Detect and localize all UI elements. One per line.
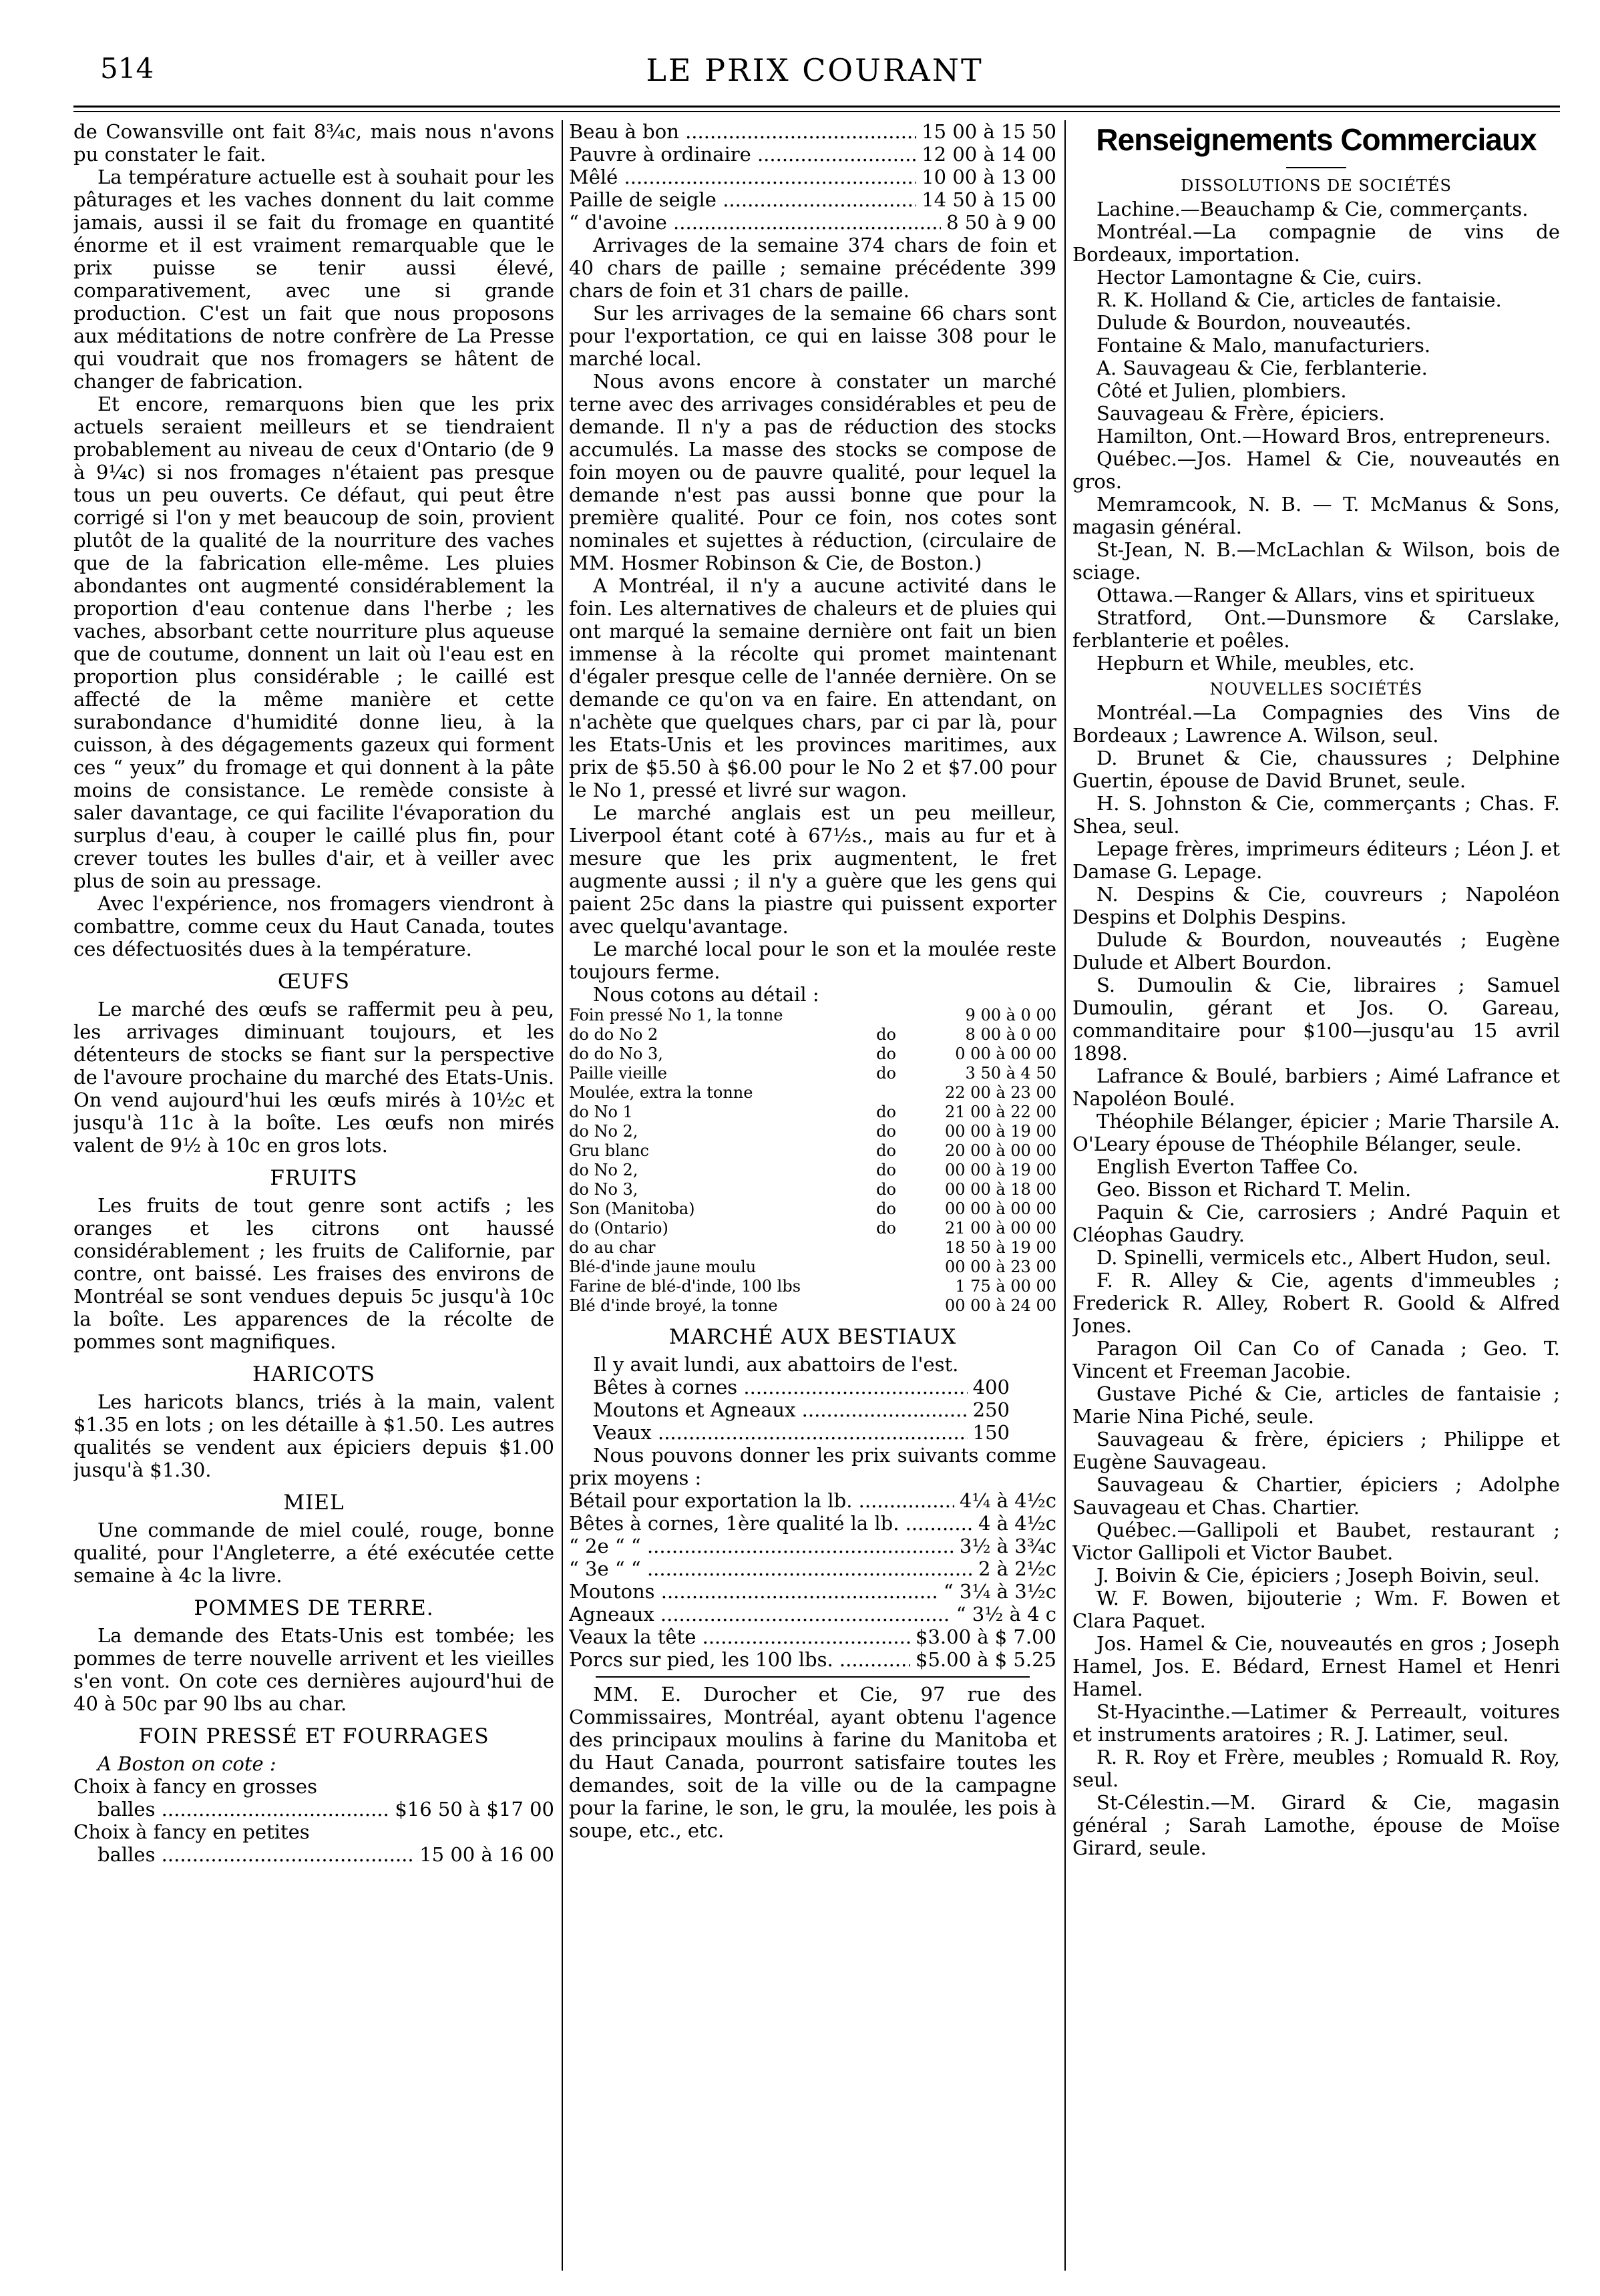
table-row bbox=[569, 1180, 1056, 1199]
list-item: D. Brunet & Cie, chaussures ; Delphine Guertin, épouse de David Brunet, seule. bbox=[1072, 747, 1560, 792]
list-item: S. Dumoulin & Cie, libraires ; Samuel Dumoulin, gérant et Jos. O. Gareau, commanditaire pour $100—jusqu'au 15 avril 1898. bbox=[1072, 974, 1560, 1065]
count-line bbox=[593, 1376, 1010, 1398]
paragraph: Et encore, remarquons bien que les prix actuels seraient meilleurs et se tiendraient probablement au niveau de ceux d'Ontario (de 9 à 9¼c) si nos fromages n'étaient pas presque tous un peu ouverts. Ce défaut, qui peut être corrigé si l'on y met beaucoup de soin, provient plutôt de la qualité de la nourriture des vaches que de la fabrication elle-même. Les pluies abondantes ont augmenté considérablement la proportion d'eau contenue dans l'herbe ; les vaches, absorbant cette nourriture plus aqueuse que de coutume, donnent un lait où l'eau est en proportion plus considérable ; le caillé est affecté de la même manière et cette surabondance d'humidité donne lieu, à la cuisson, à des dégagements gazeux qui forment ces “ yeux” du fromage et qui donnent à la pâte moins de consistance. Le remède consiste à saler davantage, ce qui facilite l'évaporation du surplus d'eau, à couper le caillé plus fin, pour crever toutes les bulles d'air, et à veiller avec plus de soin au pressage. bbox=[73, 393, 554, 892]
paragraph: Le marché local pour le son et la moulée reste toujours ferme. bbox=[569, 938, 1056, 983]
list-item: F. R. Alley & Cie, agents d'immeubles ; Frederick R. Alley, Robert R. Goold & Alfred Jones. bbox=[1072, 1269, 1560, 1337]
price-line bbox=[569, 1557, 1056, 1580]
table-cell: Blé d'inde broyé, la tonne bbox=[569, 1296, 778, 1315]
list-item: Lepage frères, imprimeurs éditeurs ; Léon J. et Damase G. Lepage. bbox=[1072, 837, 1560, 883]
price-value: “ 3¼ à 3½c bbox=[943, 1580, 1056, 1603]
header-rule bbox=[73, 106, 1560, 108]
column-middle bbox=[569, 120, 1056, 2277]
table-cell: 18 50 à 19 00 bbox=[945, 1238, 1056, 1257]
list-item: Dulude & Bourdon, nouveautés ; Eugène Dulude et Albert Bourdon. bbox=[1072, 928, 1560, 974]
price-line bbox=[569, 1648, 1056, 1671]
price-label: Porcs sur pied, les 100 lbs. ..... bbox=[569, 1648, 910, 1671]
paragraph: Le marché anglais est un peu meilleur, Liverpool étant coté à 67½s., mais au fur et à mesure que les prix augmentent, le fret augmente aussi ; il n'y a guère que les gens qui paient 25c dans la piastre qui puissent exporter avec quelqu'avantage. bbox=[569, 801, 1056, 938]
list-item: D. Spinelli, vermicels etc., Albert Hudon, seul. bbox=[1096, 1246, 1552, 1269]
list-item: St-Célestin.—M. Girard & Cie, magasin général ; Sarah Lamothe, épouse de Moïse Girard, seule. bbox=[1072, 1791, 1560, 1859]
advertisement-paragraph: MM. E. Durocher et Cie, 97 rue des Commissaires, Montréal, ayant obtenu l'agence des principaux moulins à farine du Manitoba et du Haut Canada, pourront satisfaire toutes les demandes, soit de la ville ou de la campagne pour la farine, le son, le gru, la moulée, les pois à soupe, etc., etc. bbox=[569, 1683, 1056, 1842]
table-cell: do do No 3, bbox=[569, 1044, 663, 1063]
list-item: Théophile Bélanger, épicier ; Marie Tharsile A. O'Leary épouse de Théophile Bélanger, seule. bbox=[1072, 1110, 1560, 1155]
list-item: Québec.—Gallipoli et Baubet, restaurant ; Victor Gallipoli et Victor Baubet. bbox=[1072, 1519, 1560, 1564]
list-item: R. R. Roy et Frère, meubles ; Romuald R. Roy, seul. bbox=[1072, 1746, 1560, 1791]
table-row bbox=[569, 1296, 1056, 1316]
price-label: “ 2e “ “ ..... bbox=[569, 1535, 954, 1557]
table-cell: do bbox=[876, 1103, 896, 1121]
count-line bbox=[593, 1421, 1010, 1444]
table-cell: do bbox=[876, 1199, 896, 1218]
table-cell bbox=[849, 1083, 923, 1103]
price-line bbox=[569, 120, 1056, 143]
paragraph: Sur les arrivages de la semaine 66 chars sont pour l'exportation, ce qui en laisse 308 pour le marché local. bbox=[569, 302, 1056, 370]
section-heading-fruits: FRUITS bbox=[270, 1166, 358, 1190]
price-line bbox=[73, 1798, 554, 1821]
table-cell: 9 00 à 0 00 bbox=[965, 1006, 1056, 1024]
table-row bbox=[569, 1025, 1056, 1044]
list-item: H. S. Johnston & Cie, commerçants ; Chas. F. Shea, seul. bbox=[1072, 792, 1560, 837]
list-item: Dulude & Bourdon, nouveautés. bbox=[1096, 311, 1412, 334]
paragraph: La demande des Etats-Unis est tombée; les pommes de terre nouvelle arrivent et les vieilles s'en vont. On cote ces dernières aujourd'hui de 40 à 50c par 90 lbs au char. bbox=[73, 1624, 554, 1715]
paragraph: Les haricots blancs, triés à la main, valent $1.35 en lots ; on les détaille à $1.50. Les autres qualités se vendent aux épiciers depuis $1.00 jusqu'à $1.30. bbox=[73, 1390, 554, 1481]
column-right bbox=[1072, 120, 1560, 2277]
list-item: Sauvageau & Frère, épiciers. bbox=[1096, 402, 1385, 425]
paragraph: Avec l'expérience, nos fromagers viendront à combattre, comme ceux du Haut Canada, toutes ces défectuosités dues à la température. bbox=[73, 892, 554, 960]
table-row bbox=[569, 1258, 1056, 1277]
table-cell: 22 00 à 23 00 bbox=[945, 1083, 1056, 1102]
table-cell: do do No 2 bbox=[569, 1025, 658, 1044]
table-cell bbox=[849, 1238, 923, 1258]
list-item: St-Jean, N. B.—McLachlan & Wilson, bois de sciage. bbox=[1072, 538, 1560, 584]
price-label: Pauvre à ordinaire ..... bbox=[569, 143, 916, 166]
table-cell: do bbox=[876, 1025, 896, 1044]
paragraph: Les fruits de tout genre sont actifs ; les oranges et les citrons ont haussé considérablement ; les fruits de Californie, par contre, ont baissé. Les fraises des environs de Montréal se sont vendues depuis 5c jusqu'à 10c la boîte. Les apparences de la récolte de pommes sont magnifiques. bbox=[73, 1194, 554, 1353]
table-cell: Farine de blé-d'inde, 100 lbs bbox=[569, 1277, 801, 1296]
paragraph: Il y avait lundi, aux abattoirs de l'est. bbox=[593, 1353, 959, 1376]
price-label: Veaux la tête ..... bbox=[569, 1625, 910, 1648]
price-value: “ 3½ à 4 c bbox=[956, 1603, 1056, 1625]
page-header bbox=[100, 52, 1529, 92]
table-cell: 21 00 à 22 00 bbox=[945, 1103, 1056, 1121]
list-item: English Everton Taffee Co. bbox=[1096, 1155, 1359, 1178]
list-item: Geo. Bisson et Richard T. Melin. bbox=[1096, 1178, 1412, 1201]
paragraph: Arrivages de la semaine 374 chars de foin et 40 chars de paille ; semaine précédente 399 chars de foin et 31 chars de paille. bbox=[569, 234, 1056, 302]
table-row bbox=[569, 1141, 1056, 1161]
count-label: Bêtes à cornes ..... bbox=[593, 1376, 968, 1398]
price-line bbox=[569, 1625, 1056, 1648]
count-label: Veaux ..... bbox=[593, 1421, 968, 1444]
price-line bbox=[569, 1535, 1056, 1557]
price-line bbox=[569, 1512, 1056, 1535]
table-cell: 21 00 à 00 00 bbox=[945, 1219, 1056, 1237]
table-cell: 8 00 à 0 00 bbox=[965, 1025, 1056, 1044]
price-label: balles ..... bbox=[97, 1798, 389, 1821]
paragraph: Une commande de miel coulé, rouge, bonne qualité, pour l'Angleterre, a été exécutée cette semaine à 4c la livre. bbox=[73, 1519, 554, 1587]
section-heading-foin: FOIN PRESSÉ ET FOURRAGES bbox=[138, 1724, 489, 1748]
paragraph: de Cowansville ont fait 8¾c, mais nous n'avons pu constater le fait. bbox=[73, 120, 554, 166]
list-item: A. Sauvageau & Cie, ferblanterie. bbox=[1096, 357, 1428, 379]
table-cell bbox=[849, 1296, 923, 1316]
table-cell: Blé-d'inde jaune moulu bbox=[569, 1258, 757, 1276]
table-row bbox=[569, 1006, 1056, 1025]
price-label: “ d'avoine ..... bbox=[569, 211, 941, 234]
list-item: Hamilton, Ont.—Howard Bros, entrepreneurs. bbox=[1096, 425, 1551, 447]
table-cell: 20 00 à 00 00 bbox=[945, 1141, 1056, 1160]
price-line bbox=[569, 143, 1056, 166]
page-number: 514 bbox=[100, 52, 154, 85]
table-row bbox=[569, 1161, 1056, 1180]
list-item: St-Hyacinthe.—Latimer & Perreault, voitures et instruments aratoires ; R. J. Latimer, seul. bbox=[1072, 1700, 1560, 1746]
table-row bbox=[569, 1083, 1056, 1103]
table-cell: 00 00 à 24 00 bbox=[945, 1296, 1056, 1315]
list-item: Memramcook, N. B. — T. McManus & Sons, magasin général. bbox=[1072, 493, 1560, 538]
price-label: balles ..... bbox=[97, 1843, 414, 1866]
count-value: 400 bbox=[972, 1376, 1010, 1398]
list-item: Québec.—Jos. Hamel & Cie, nouveautés en gros. bbox=[1072, 447, 1560, 493]
price-label: Bêtes à cornes, 1ère qualité la lb. ..... bbox=[569, 1512, 973, 1535]
subheading-nouvelles: NOUVELLES SOCIÉTÉS bbox=[1209, 680, 1423, 699]
count-value: 150 bbox=[972, 1421, 1010, 1444]
column-divider bbox=[1064, 120, 1066, 2271]
list-item: Paragon Oil Can Co of Canada ; Geo. T. Vincent et Freeman Jacobie. bbox=[1072, 1337, 1560, 1382]
price-value: $16 50 à $17 00 bbox=[395, 1798, 554, 1821]
list-item: Gustave Piché & Cie, articles de fantaisie ; Marie Nina Piché, seule. bbox=[1072, 1382, 1560, 1428]
list-item: Ottawa.—Ranger & Allars, vins et spiritueux bbox=[1096, 584, 1535, 606]
table-cell: do No 3, bbox=[569, 1180, 638, 1199]
table-cell: do bbox=[876, 1064, 896, 1083]
price-value: 3½ à 3¾c bbox=[959, 1535, 1056, 1557]
section-title: Renseignements Commerciaux bbox=[1096, 122, 1537, 157]
table-cell: 0 00 à 00 00 bbox=[955, 1044, 1056, 1063]
price-value: $3.00 à $ 7.00 bbox=[916, 1625, 1056, 1648]
paragraph: Nous avons encore à constater un marché terne avec des arrivages considérables et peu de demande. Il n'y a pas de réduction des stocks accumulés. La masse des stocks se compose de foin moyen ou de pauvre qualité, pour lequel la demande n'est pas aussi bonne que pour la première qualité. Pour ce foin, nos cotes sont nominales et sujettes à réduction, (circulaire de MM. Hosmer Robinson & Cie, de Boston.) bbox=[569, 370, 1056, 574]
price-value: 10 00 à 13 00 bbox=[922, 166, 1056, 188]
count-value: 250 bbox=[972, 1398, 1010, 1421]
table-row bbox=[569, 1277, 1056, 1296]
list-item: N. Despins & Cie, couvreurs ; Napoléon Despins et Dolphis Despins. bbox=[1072, 883, 1560, 928]
price-line bbox=[73, 1843, 554, 1866]
table-cell: do au char bbox=[569, 1238, 656, 1257]
table-cell: do bbox=[876, 1219, 896, 1237]
list-item: Montréal.—La compagnie de vins de Bordeaux, importation. bbox=[1072, 220, 1560, 266]
table-row bbox=[569, 1064, 1056, 1083]
title-rule bbox=[1286, 167, 1346, 168]
section-heading-miel: MIEL bbox=[283, 1491, 345, 1515]
table-row bbox=[569, 1238, 1056, 1258]
table-cell: do bbox=[876, 1044, 896, 1063]
price-line bbox=[569, 166, 1056, 188]
list-item: Sauvageau & frère, épiciers ; Philippe et Eugène Sauvageau. bbox=[1072, 1428, 1560, 1473]
price-line bbox=[569, 211, 1056, 234]
section-heading-haricots: HARICOTS bbox=[252, 1362, 376, 1386]
detail-price-table bbox=[569, 1006, 1056, 1316]
section-heading-pommes: POMMES DE TERRE. bbox=[194, 1596, 434, 1620]
list-item: W. F. Bowen, bijouterie ; Wm. F. Bowen et Clara Paquet. bbox=[1072, 1587, 1560, 1632]
table-cell: 00 00 à 23 00 bbox=[945, 1258, 1056, 1276]
count-label: Moutons et Agneaux ..... bbox=[593, 1398, 968, 1421]
price-value: 4¼ à 4½c bbox=[959, 1489, 1056, 1512]
price-line-title: Choix à fancy en petites bbox=[73, 1821, 310, 1843]
section-heading-bestiaux: MARCHÉ AUX BESTIAUX bbox=[668, 1325, 957, 1349]
price-value: 4 à 4½c bbox=[978, 1512, 1056, 1535]
paragraph: Nous cotons au détail : bbox=[593, 983, 819, 1006]
paragraph: Nous pouvons donner les prix suivants comme prix moyens : bbox=[569, 1444, 1056, 1489]
table-cell bbox=[849, 1006, 923, 1025]
section-divider bbox=[596, 1676, 1030, 1678]
table-cell: do bbox=[876, 1161, 896, 1179]
header-rule-thin bbox=[73, 111, 1560, 112]
price-label: Moutons ..... bbox=[569, 1580, 938, 1603]
price-label: Agneaux ..... bbox=[569, 1603, 951, 1625]
paragraph: A Boston on cote : bbox=[97, 1752, 276, 1775]
list-item: Hector Lamontagne & Cie, cuirs. bbox=[1096, 266, 1422, 289]
subheading-dissolutions: DISSOLUTIONS DE SOCIÉTÉS bbox=[1181, 176, 1452, 195]
list-item: Côté et Julien, plombiers. bbox=[1096, 379, 1347, 402]
table-row bbox=[569, 1044, 1056, 1064]
price-label: Mêlé ..... bbox=[569, 166, 916, 188]
table-cell: 00 00 à 18 00 bbox=[945, 1180, 1056, 1199]
table-cell: do No 1 bbox=[569, 1103, 633, 1121]
table-cell: do bbox=[876, 1141, 896, 1160]
price-value: 12 00 à 14 00 bbox=[922, 143, 1056, 166]
price-line bbox=[569, 188, 1056, 211]
price-line-title: Choix à fancy en grosses bbox=[73, 1775, 317, 1798]
list-item: Stratford, Ont.—Dunsmore & Carslake, ferblanterie et poêles. bbox=[1072, 606, 1560, 652]
price-value: 8 50 à 9 00 bbox=[946, 211, 1056, 234]
table-row bbox=[569, 1219, 1056, 1238]
price-value: $5.00 à $ 5.25 bbox=[916, 1648, 1056, 1671]
list-item: J. Boivin & Cie, épiciers ; Joseph Boivin, seul. bbox=[1096, 1564, 1540, 1587]
price-line bbox=[569, 1489, 1056, 1512]
price-line bbox=[569, 1580, 1056, 1603]
price-label: “ 3e “ “ ..... bbox=[569, 1557, 973, 1580]
table-cell: Foin pressé No 1, la tonne bbox=[569, 1006, 783, 1024]
table-cell: do bbox=[876, 1122, 896, 1141]
price-value: 15 00 à 16 00 bbox=[419, 1843, 554, 1866]
table-cell: 00 00 à 00 00 bbox=[945, 1199, 1056, 1218]
price-line bbox=[569, 1603, 1056, 1625]
table-row bbox=[569, 1103, 1056, 1122]
list-item: Hepburn et While, meubles, etc. bbox=[1096, 652, 1415, 675]
table-cell: 3 50 à 4 50 bbox=[965, 1064, 1056, 1083]
table-cell: 1 75 à 00 00 bbox=[955, 1277, 1056, 1296]
table-cell: 00 00 à 19 00 bbox=[945, 1161, 1056, 1179]
table-cell: do No 2, bbox=[569, 1161, 638, 1179]
list-item: Montréal.—La Compagnies des Vins de Bordeaux ; Lawrence A. Wilson, seul. bbox=[1072, 701, 1560, 747]
table-cell: do bbox=[876, 1180, 896, 1199]
price-label: Bétail pour exportation la lb. ..... bbox=[569, 1489, 954, 1512]
price-value: 2 à 2½c bbox=[978, 1557, 1056, 1580]
price-value: 15 00 à 15 50 bbox=[922, 120, 1056, 143]
count-line bbox=[593, 1398, 1010, 1421]
table-cell: Paille vieille bbox=[569, 1064, 667, 1083]
column-left bbox=[73, 120, 554, 2277]
section-heading-oeufs: ŒUFS bbox=[277, 970, 351, 994]
table-cell bbox=[849, 1258, 923, 1277]
table-cell bbox=[849, 1277, 923, 1296]
column-divider bbox=[562, 120, 563, 2271]
price-label: Paille de seigle ..... bbox=[569, 188, 916, 211]
list-item: Sauvageau & Chartier, épiciers ; Adolphe Sauvageau et Chas. Chartier. bbox=[1072, 1473, 1560, 1519]
table-cell: do No 2, bbox=[569, 1122, 638, 1141]
list-item: R. K. Holland & Cie, articles de fantaisie. bbox=[1096, 289, 1502, 311]
price-value: 14 50 à 15 00 bbox=[922, 188, 1056, 211]
table-cell: do (Ontario) bbox=[569, 1219, 668, 1237]
paragraph: Le marché des œufs se raffermit peu à peu, les arrivages diminuant toujours, et les détenteurs de stocks se fiant sur la perspective de l'avoure prochaine du marché des Etats-Unis. On vend aujourd'hui les œufs mirés à 10½c et jusqu'à 11c à la boîte. Les œufs non mirés valent de 9½ à 10c en gros lots. bbox=[73, 998, 554, 1157]
price-label: Beau à bon ..... bbox=[569, 120, 916, 143]
paragraph: A Montréal, il n'y a aucune activité dans le foin. Les alternatives de chaleurs et de pluies qui ont marqué la semaine dernière ont fait un bien immense à la récolte qui promet maintenant d'égaler presque celle de l'année dernière. On se demande ce qu'on va en faire. En attendant, on n'achète que quelques chars, par ci par là, pour les Etats-Unis et les provinces maritimes, aux prix de $5.50 à $6.00 pour le No 2 et $7.00 pour le No 1, pressé et livré sur wagon. bbox=[569, 574, 1056, 801]
table-cell: 00 00 à 19 00 bbox=[945, 1122, 1056, 1141]
table-row bbox=[569, 1122, 1056, 1141]
journal-title: LE PRIX COURANT bbox=[646, 52, 984, 88]
table-cell: Moulée, extra la tonne bbox=[569, 1083, 753, 1102]
list-item: Lachine.—Beauchamp & Cie, commerçants. bbox=[1096, 198, 1529, 220]
table-row bbox=[569, 1199, 1056, 1219]
list-item: Paquin & Cie, carrosiers ; André Paquin et Cléophas Gaudry. bbox=[1072, 1201, 1560, 1246]
list-item: Jos. Hamel & Cie, nouveautés en gros ; Joseph Hamel, Jos. E. Bédard, Ernest Hamel et Henri Hamel. bbox=[1072, 1632, 1560, 1700]
table-cell: Son (Manitoba) bbox=[569, 1199, 695, 1218]
list-item: Fontaine & Malo, manufacturiers. bbox=[1096, 334, 1431, 357]
table-cell: Gru blanc bbox=[569, 1141, 649, 1160]
paragraph: La température actuelle est à souhait pour les pâturages et les vaches donnent du lait comme jamais, aussi il se fait du fromage en quantité énorme et il est vraiment remarquable que le prix puisse se tenir aussi élevé, comparativement, avec une si grande production. C'est un fait que nous proposons aux méditations de notre confrère de La Presse qui voudrait que nos fromagers se hâtent de changer de fabrication. bbox=[73, 166, 554, 393]
list-item: Lafrance & Boulé, barbiers ; Aimé Lafrance et Napoléon Boulé. bbox=[1072, 1065, 1560, 1110]
